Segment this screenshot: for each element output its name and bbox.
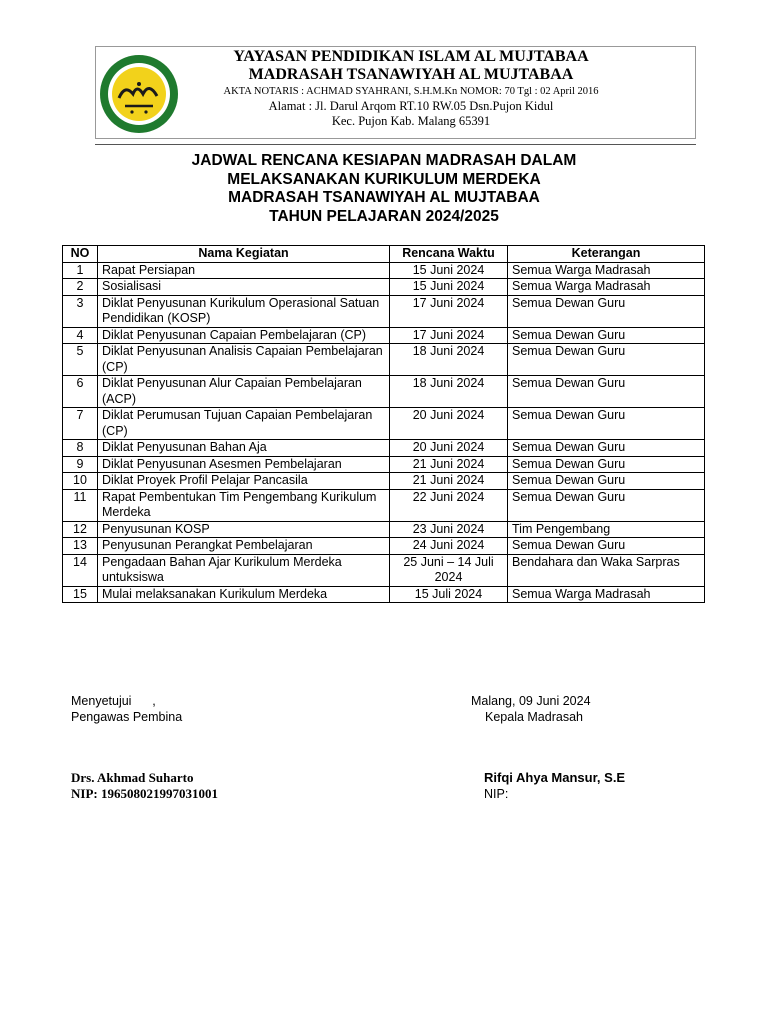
row-waktu: 20 Juni 2024: [390, 440, 508, 457]
district: Kec. Pujon Kab. Malang 65391: [331, 114, 491, 128]
col-no: NO: [63, 246, 98, 263]
row-keterangan: Semua Dewan Guru: [508, 538, 705, 555]
table-row: [63, 538, 705, 555]
row-kegiatan: Diklat Perumusan Tujuan Capaian Pembelajaran (CP): [98, 408, 390, 440]
table-row: [63, 521, 705, 538]
row-no: 5: [63, 344, 98, 376]
row-no: 10: [63, 473, 98, 490]
approve-label: Menyetujui ,: [71, 694, 156, 708]
row-waktu: 20 Juni 2024: [390, 408, 508, 440]
row-keterangan: Semua Dewan Guru: [508, 456, 705, 473]
letterhead-divider: [95, 144, 696, 145]
row-kegiatan: Diklat Penyusunan Asesmen Pembelajaran: [98, 456, 390, 473]
row-kegiatan: Sosialisasi: [98, 279, 390, 296]
school-logo: [99, 54, 179, 134]
row-kegiatan: Pengadaan Bahan Ajar Kurikulum Merdeka untuksiswa: [98, 554, 390, 586]
place-date: Malang, 09 Juni 2024: [471, 694, 591, 708]
title-line-2: MELAKSANAKAN KURIKULUM MERDEKA: [227, 170, 541, 188]
row-kegiatan: Diklat Penyusunan Alur Capaian Pembelajaran (ACP): [98, 376, 390, 408]
row-keterangan: Tim Pengembang: [508, 521, 705, 538]
row-waktu: 15 Juni 2024: [390, 262, 508, 279]
table-row: [63, 376, 705, 408]
headmaster-role: Kepala Madrasah: [485, 710, 583, 724]
row-waktu: 18 Juni 2024: [390, 376, 508, 408]
address: Alamat : Jl. Darul Arqom RT.10 RW.05 Dsn.Pujon Kidul: [268, 99, 554, 113]
table-row: [63, 344, 705, 376]
table-row: [63, 456, 705, 473]
row-no: 13: [63, 538, 98, 555]
row-keterangan: Semua Dewan Guru: [508, 295, 705, 327]
row-keterangan: Semua Dewan Guru: [508, 489, 705, 521]
table-header-row: [63, 246, 705, 263]
row-waktu: 15 Juni 2024: [390, 279, 508, 296]
supervisor-nip: NIP: 196508021997031001: [71, 786, 218, 801]
headmaster-nip: NIP:: [484, 787, 509, 801]
row-waktu: 24 Juni 2024: [390, 538, 508, 555]
signature-left-name-block: [71, 770, 218, 802]
signature-right: [471, 693, 591, 725]
row-kegiatan: Rapat Persiapan: [98, 262, 390, 279]
row-kegiatan: Penyusunan KOSP: [98, 521, 390, 538]
row-kegiatan: Diklat Penyusunan Kurikulum Operasional Satuan Pendidikan (KOSP): [98, 295, 390, 327]
letterhead-text: [186, 47, 636, 129]
row-kegiatan: Rapat Pembentukan Tim Pengembang Kurikulum Merdeka: [98, 489, 390, 521]
row-waktu: 17 Juni 2024: [390, 327, 508, 344]
table-row: [63, 586, 705, 603]
row-kegiatan: Diklat Penyusunan Capaian Pembelajaran (CP): [98, 327, 390, 344]
col-keterangan: Keterangan: [508, 246, 705, 263]
row-keterangan: Semua Dewan Guru: [508, 473, 705, 490]
row-no: 14: [63, 554, 98, 586]
notary-info: AKTA NOTARIS : ACHMAD SYAHRANI, S.H.M.Kn NOMOR: 70 Tgl : 02 April 2016: [223, 86, 599, 97]
row-kegiatan: Penyusunan Perangkat Pembelajaran: [98, 538, 390, 555]
row-no: 12: [63, 521, 98, 538]
row-keterangan: Semua Warga Madrasah: [508, 279, 705, 296]
row-keterangan: Semua Dewan Guru: [508, 376, 705, 408]
row-keterangan: Bendahara dan Waka Sarpras: [508, 554, 705, 586]
row-waktu: 18 Juni 2024: [390, 344, 508, 376]
row-no: 6: [63, 376, 98, 408]
table-row: [63, 554, 705, 586]
row-no: 4: [63, 327, 98, 344]
row-no: 9: [63, 456, 98, 473]
row-keterangan: Semua Dewan Guru: [508, 440, 705, 457]
row-no: 2: [63, 279, 98, 296]
table-row: [63, 489, 705, 521]
row-kegiatan: Diklat Penyusunan Bahan Aja: [98, 440, 390, 457]
row-keterangan: Semua Dewan Guru: [508, 344, 705, 376]
table-row: [63, 262, 705, 279]
school-name: MADRASAH TSANAWIYAH AL MUJTABAA: [248, 66, 574, 83]
col-kegiatan: Nama Kegiatan: [98, 246, 390, 263]
title-line-3: MADRASAH TSANAWIYAH AL MUJTABAA: [228, 189, 540, 206]
row-kegiatan: Diklat Penyusunan Analisis Capaian Pembelajaran (CP): [98, 344, 390, 376]
table-row: [63, 408, 705, 440]
row-no: 3: [63, 295, 98, 327]
row-no: 7: [63, 408, 98, 440]
row-keterangan: Semua Dewan Guru: [508, 327, 705, 344]
title-line-4: TAHUN PELAJARAN 2024/2025: [269, 207, 499, 225]
row-no: 15: [63, 586, 98, 603]
schedule-table: [62, 245, 705, 603]
table-row: [63, 440, 705, 457]
document-title: [90, 152, 678, 226]
table-row: [63, 473, 705, 490]
table-row: [63, 279, 705, 296]
table-row: [63, 327, 705, 344]
row-keterangan: Semua Warga Madrasah: [508, 262, 705, 279]
row-waktu: 21 Juni 2024: [390, 473, 508, 490]
row-keterangan: Semua Warga Madrasah: [508, 586, 705, 603]
row-keterangan: Semua Dewan Guru: [508, 408, 705, 440]
row-waktu: 22 Juni 2024: [390, 489, 508, 521]
table-row: [63, 295, 705, 327]
row-waktu: 17 Juni 2024: [390, 295, 508, 327]
col-waktu: Rencana Waktu: [390, 246, 508, 263]
row-waktu: 25 Juni – 14 Juli 2024: [390, 554, 508, 586]
row-no: 11: [63, 489, 98, 521]
signature-left: [71, 693, 182, 725]
row-no: 8: [63, 440, 98, 457]
row-waktu: 23 Juni 2024: [390, 521, 508, 538]
signature-right-name-block: [484, 770, 625, 802]
supervisor-name: Drs. Akhmad Suharto: [71, 770, 194, 785]
row-kegiatan: Mulai melaksanakan Kurikulum Merdeka: [98, 586, 390, 603]
row-waktu: 15 Juli 2024: [390, 586, 508, 603]
headmaster-name: Rifqi Ahya Mansur, S.E: [484, 770, 626, 785]
letterhead: [95, 46, 696, 139]
foundation-name: YAYASAN PENDIDIKAN ISLAM AL MUJTABAA: [233, 48, 589, 65]
title-line-1: JADWAL RENCANA KESIAPAN MADRASAH DALAM: [191, 152, 577, 169]
supervisor-role: Pengawas Pembina: [71, 710, 183, 724]
row-waktu: 21 Juni 2024: [390, 456, 508, 473]
row-kegiatan: Diklat Proyek Profil Pelajar Pancasila: [98, 473, 390, 490]
row-no: 1: [63, 262, 98, 279]
